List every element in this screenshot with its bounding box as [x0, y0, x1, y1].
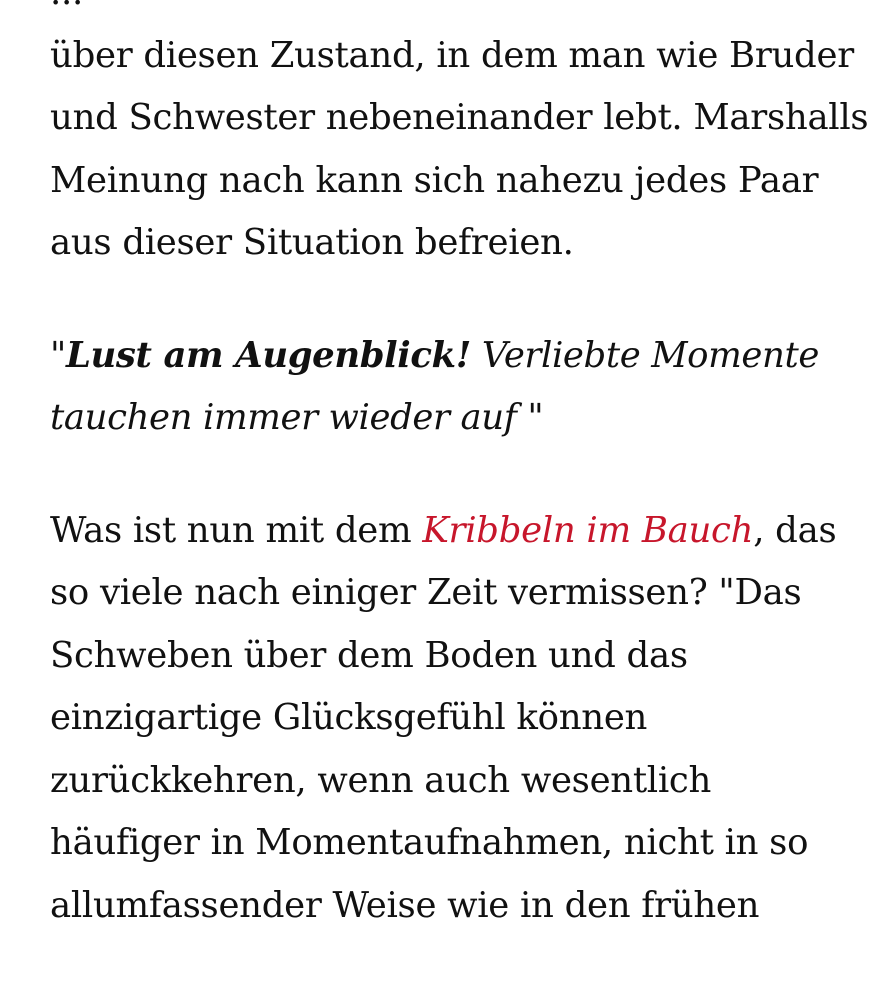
text-line: aus dieser Situation befreien.: [50, 222, 574, 263]
text-line: [50, 500, 865, 563]
text-line-cut-top: [50, 0, 865, 25]
text-line: und Schwester nebeneinander lebt. Marshalls: [50, 97, 869, 138]
quote-mark-open: ": [50, 334, 66, 376]
text-line: so viele nach einiger Zeit vermissen? "Das: [50, 572, 802, 613]
pull-quote: [50, 325, 865, 450]
pull-quote-text: Verliebte Momente: [470, 334, 819, 376]
text-line-cut-bottom: allumfassender Weise wie in den frühen: [50, 884, 760, 926]
text-line: zurückkehren, wenn auch wesentlich: [50, 759, 712, 801]
text-line: Meinung nach kann sich nahezu jedes Paar: [50, 159, 819, 201]
text-line: über diesen Zustand, in dem man wie Bruder: [50, 34, 854, 76]
pull-quote-line: [50, 325, 865, 388]
article-body: [50, 0, 869, 987]
text-line: häufiger in Momentaufnahmen, nicht in so: [50, 822, 809, 863]
pull-quote-line: tauchen immer wieder auf ": [50, 397, 544, 438]
paragraph-kribbeln: [50, 500, 865, 938]
text-segment: Was ist nun mit dem: [50, 509, 423, 551]
text-line: Schweben über dem Boden und das: [50, 634, 688, 676]
text-line: einzigartige Glücksgefühl können: [50, 697, 648, 738]
pull-quote-emphasis: Lust am Augenblick!: [65, 334, 471, 376]
text-segment: , das: [753, 509, 837, 551]
highlighted-link[interactable]: Kribbeln im Bauch: [422, 509, 754, 551]
paragraph-marshall: [50, 0, 869, 275]
